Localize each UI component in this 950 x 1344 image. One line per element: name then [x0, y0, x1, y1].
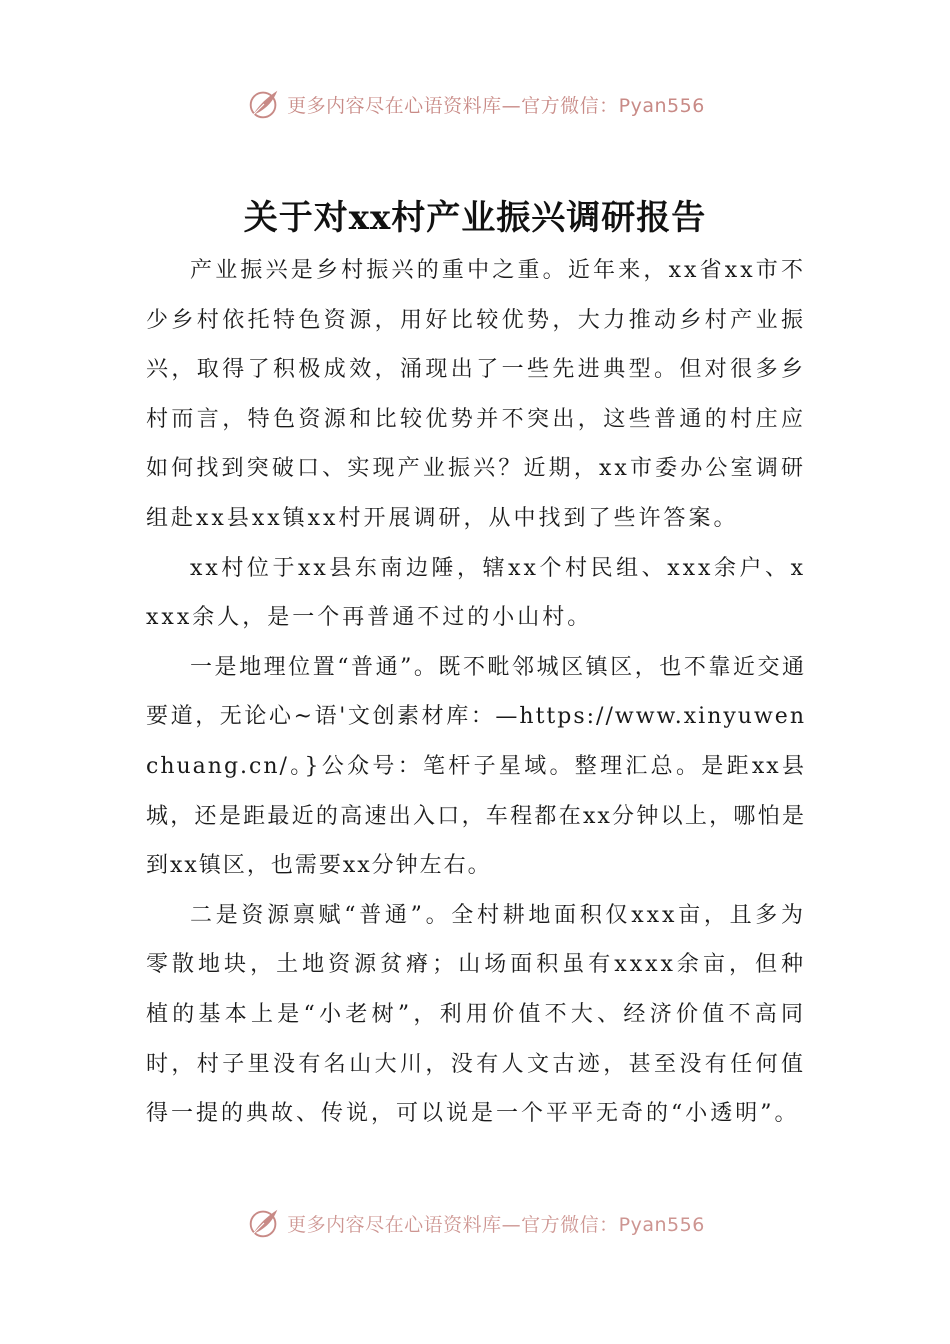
header-watermark	[0, 84, 950, 124]
quill-pen-logo-icon	[245, 1206, 283, 1240]
watermark-text: 更多内容尽在心语资料库—官方微信：Pyan556	[287, 1213, 705, 1236]
paragraph: xx村位于xx县东南边陲，辖xx个村民组、xxx余户、xxxx余人，是一个再普通不过的小山村。	[146, 555, 806, 631]
paragraph: 一是地理位置“普通”。既不毗邻城区镇区，也不靠近交通要道，无论心~语'文创素材库：—https://www.xinyuwenchuang.cn/。}公众号：笔杆子星域。整理汇总。是距xx县城，还是距最近的高速出入口，车程都在xx分钟以上，哪怕是到xx镇区，也需要xx分钟左右。	[146, 654, 806, 879]
document-body	[146, 246, 806, 1139]
quill-pen-logo-icon	[245, 85, 283, 123]
document-title: 关于对xx村产业振兴调研报告	[243, 198, 707, 238]
watermark-text: 更多内容尽在心语资料库—官方微信：Pyan556	[287, 94, 705, 117]
paragraph: 二是资源禀赋“普通”。全村耕地面积仅xxx亩，且多为零散地块，土地资源贫瘠；山场面积虽有xxxx余亩，但种植的基本上是“小老树”，利用价值不大、经济价值不高同时，村子里没有名山大川，没有人文古迹，甚至没有任何值得一提的典故、传说，可以说是一个平平无奇的“小透明”。	[146, 902, 806, 1127]
footer-watermark	[0, 1206, 950, 1240]
paragraph: 产业振兴是乡村振兴的重中之重。近年来，xx省xx市不少乡村依托特色资源，用好比较优势，大力推动乡村产业振兴，取得了积极成效，涌现出了一些先进典型。但对很多乡村而言，特色资源和比较优势并不突出，这些普通的村庄应如何找到突破口、实现产业振兴？近期，xx市委办公室调研组赴xx县xx镇xx村开展调研，从中找到了些许答案。	[146, 258, 806, 531]
